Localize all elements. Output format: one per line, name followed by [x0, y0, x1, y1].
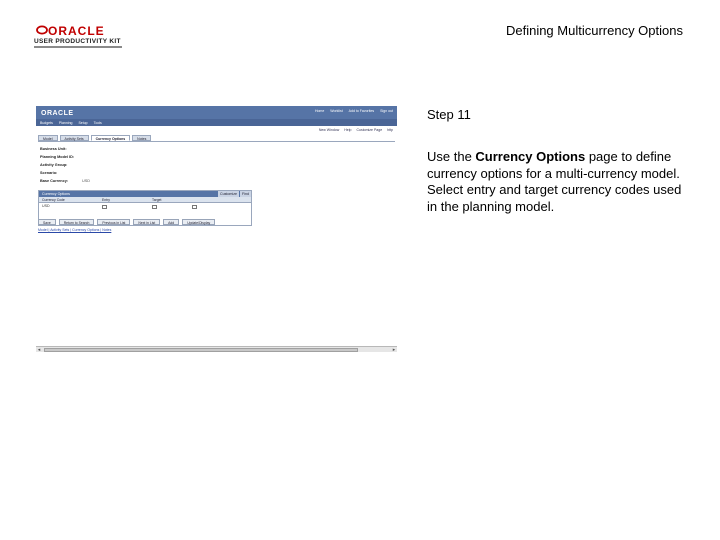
emphasis-currency-options: Currency Options: [475, 149, 586, 164]
column-header: Target: [152, 198, 162, 202]
entry-checkbox[interactable]: [99, 203, 149, 210]
page-title: Defining Multicurrency Options: [505, 23, 683, 38]
field-planning-model: Planning Model ID:: [40, 155, 75, 159]
top-links: [315, 109, 393, 113]
menu-item[interactable]: Budgets: [40, 120, 53, 125]
app-logo: ORACLE: [41, 110, 74, 117]
toolbar-help[interactable]: Help: [344, 128, 352, 132]
table-row: [39, 203, 251, 210]
column-header: [189, 197, 237, 202]
planning-checkbox[interactable]: [189, 203, 237, 210]
return-to-search-button[interactable]: Return to Search: [59, 219, 95, 225]
toolbar-new-window[interactable]: New Window: [318, 128, 340, 132]
horizontal-scrollbar[interactable]: [36, 346, 397, 352]
field-business-unit: Business Unit:: [40, 147, 67, 151]
field-scenario: Scenario:: [40, 171, 58, 175]
tab-notes[interactable]: Notes: [132, 135, 151, 141]
column-header: [237, 197, 251, 202]
menu-item[interactable]: Planning: [58, 120, 73, 125]
scroll-right-icon[interactable]: ▸: [392, 347, 396, 353]
action-buttons: [38, 219, 215, 225]
column-header: Currency Code: [42, 198, 65, 202]
link-favorites[interactable]: Add to Favorites: [348, 109, 375, 113]
field-activity-group: Activity Group:: [40, 163, 68, 167]
previous-in-list-button[interactable]: Previous in List: [97, 219, 130, 225]
grid-title: Currency Options: [42, 192, 70, 196]
tab-divider: [38, 141, 395, 142]
grid-customize-link[interactable]: Customize: [220, 192, 237, 196]
screenshot-panel: [36, 106, 397, 353]
toolbar-http[interactable]: http: [387, 128, 393, 132]
currency-code-cell[interactable]: USD: [42, 204, 50, 208]
scroll-left-icon[interactable]: ◂: [37, 347, 41, 353]
next-in-list-button[interactable]: Next in List: [133, 219, 160, 225]
column-header: Entry: [102, 198, 110, 202]
menu-item[interactable]: Tools: [93, 120, 102, 125]
link-home[interactable]: Home: [314, 109, 325, 113]
scroll-thumb[interactable]: [44, 348, 358, 352]
grid-find-link[interactable]: Find: [242, 192, 249, 196]
product-name: USER PRODUCTIVITY KIT: [34, 38, 121, 45]
row-actions[interactable]: [237, 203, 251, 210]
logo-divider: [34, 46, 122, 48]
toolbar-customize[interactable]: Customize Page: [356, 128, 383, 132]
step-number: Step 11: [427, 107, 471, 122]
brand-name: ORACLE: [48, 24, 105, 38]
tab-currency-options[interactable]: Currency Options: [91, 135, 131, 141]
tab-activity-sets[interactable]: Activity Sets: [60, 135, 89, 141]
add-button[interactable]: Add: [163, 219, 179, 225]
tab-model[interactable]: Model: [38, 135, 58, 141]
save-button[interactable]: Save: [38, 219, 56, 225]
target-checkbox[interactable]: [149, 203, 189, 210]
field-base-currency: Base Currency: USD: [40, 179, 91, 183]
menu-item[interactable]: Setup: [78, 120, 88, 125]
oracle-ring-icon: [36, 25, 48, 35]
oracle-upk-logo: [34, 24, 124, 48]
update-display-button[interactable]: Update/Display: [182, 219, 215, 225]
page-toolbar: [319, 128, 393, 132]
menu-bar: [36, 119, 397, 126]
link-signout[interactable]: Sign out: [380, 109, 393, 113]
page-links[interactable]: Model | Activity Sets | Currency Options | Notes: [38, 228, 112, 232]
step-description: Use the Currency Options page to define currency options for a multi-currency model. Select entry and target currency codes used in the planning model.: [427, 149, 682, 214]
app-header: [36, 106, 397, 126]
link-worklist[interactable]: Worklist: [330, 109, 343, 113]
